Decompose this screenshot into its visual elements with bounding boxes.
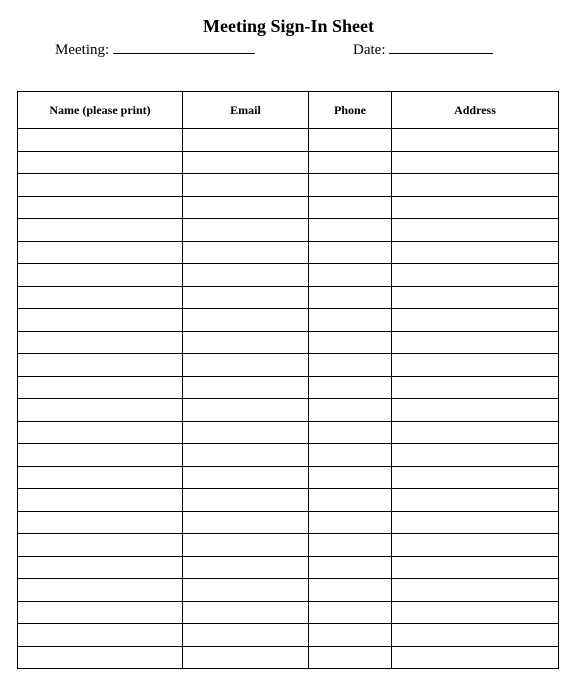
phone-cell[interactable] — [309, 399, 392, 422]
address-cell[interactable] — [392, 129, 559, 152]
phone-cell[interactable] — [309, 601, 392, 624]
name-cell[interactable] — [18, 196, 183, 219]
name-cell[interactable] — [18, 421, 183, 444]
date-field — [353, 41, 493, 59]
name-cell[interactable] — [18, 219, 183, 242]
phone-cell[interactable] — [309, 489, 392, 512]
sign-in-table — [17, 91, 559, 669]
address-cell[interactable] — [392, 354, 559, 377]
name-cell[interactable] — [18, 646, 183, 669]
address-cell[interactable] — [392, 309, 559, 332]
table-row — [18, 174, 559, 197]
email-cell[interactable] — [183, 489, 309, 512]
name-cell[interactable] — [18, 241, 183, 264]
table-row — [18, 646, 559, 669]
phone-cell[interactable] — [309, 331, 392, 354]
table-row — [18, 354, 559, 377]
name-cell[interactable] — [18, 624, 183, 647]
column-header-phone: Phone — [309, 92, 392, 129]
table-row — [18, 421, 559, 444]
address-cell[interactable] — [392, 489, 559, 512]
name-cell[interactable] — [18, 354, 183, 377]
address-cell[interactable] — [392, 624, 559, 647]
column-header-name: Name (please print) — [18, 92, 183, 129]
phone-cell[interactable] — [309, 129, 392, 152]
table-row — [18, 556, 559, 579]
email-cell[interactable] — [183, 444, 309, 467]
phone-cell[interactable] — [309, 646, 392, 669]
phone-cell[interactable] — [309, 534, 392, 557]
email-cell[interactable] — [183, 331, 309, 354]
table-header-row — [18, 92, 559, 129]
email-cell[interactable] — [183, 286, 309, 309]
address-cell[interactable] — [392, 151, 559, 174]
address-cell[interactable] — [392, 196, 559, 219]
address-cell[interactable] — [392, 399, 559, 422]
phone-cell[interactable] — [309, 151, 392, 174]
table-row — [18, 241, 559, 264]
table-row — [18, 376, 559, 399]
address-cell[interactable] — [392, 444, 559, 467]
email-cell[interactable] — [183, 421, 309, 444]
email-cell[interactable] — [183, 129, 309, 152]
table-row — [18, 579, 559, 602]
name-cell[interactable] — [18, 466, 183, 489]
email-cell[interactable] — [183, 354, 309, 377]
name-cell[interactable] — [18, 264, 183, 287]
email-cell[interactable] — [183, 399, 309, 422]
phone-cell[interactable] — [309, 286, 392, 309]
column-header-address: Address — [392, 92, 559, 129]
table-row — [18, 331, 559, 354]
page-title: Meeting Sign-In Sheet — [203, 16, 374, 36]
name-cell[interactable] — [18, 376, 183, 399]
name-cell[interactable] — [18, 601, 183, 624]
name-cell[interactable] — [18, 151, 183, 174]
phone-cell[interactable] — [309, 579, 392, 602]
table-row — [18, 624, 559, 647]
email-cell[interactable] — [183, 196, 309, 219]
name-cell[interactable] — [18, 444, 183, 467]
phone-cell[interactable] — [309, 624, 392, 647]
meeting-field — [55, 41, 255, 59]
table-row — [18, 466, 559, 489]
table-row — [18, 219, 559, 242]
name-cell[interactable] — [18, 129, 183, 152]
phone-cell[interactable] — [309, 511, 392, 534]
phone-cell[interactable] — [309, 196, 392, 219]
phone-cell[interactable] — [309, 466, 392, 489]
email-cell[interactable] — [183, 241, 309, 264]
table-body — [18, 129, 559, 669]
phone-cell[interactable] — [309, 444, 392, 467]
name-cell[interactable] — [18, 399, 183, 422]
email-cell[interactable] — [183, 601, 309, 624]
meeting-blank-line[interactable] — [113, 41, 255, 54]
address-cell[interactable] — [392, 376, 559, 399]
email-cell[interactable] — [183, 579, 309, 602]
phone-cell[interactable] — [309, 264, 392, 287]
email-cell[interactable] — [183, 264, 309, 287]
phone-cell[interactable] — [309, 241, 392, 264]
phone-cell[interactable] — [309, 309, 392, 332]
email-cell[interactable] — [183, 534, 309, 557]
address-cell[interactable] — [392, 534, 559, 557]
column-header-email: Email — [183, 92, 309, 129]
table-row — [18, 399, 559, 422]
table-row — [18, 511, 559, 534]
phone-cell[interactable] — [309, 421, 392, 444]
email-cell[interactable] — [183, 556, 309, 579]
date-blank-line[interactable] — [389, 41, 493, 54]
address-cell[interactable] — [392, 174, 559, 197]
email-cell[interactable] — [183, 466, 309, 489]
phone-cell[interactable] — [309, 556, 392, 579]
email-cell[interactable] — [183, 151, 309, 174]
date-label: Date: — [353, 42, 386, 58]
address-cell[interactable] — [392, 511, 559, 534]
table-row — [18, 534, 559, 557]
phone-cell[interactable] — [309, 219, 392, 242]
name-cell[interactable] — [18, 286, 183, 309]
name-cell[interactable] — [18, 309, 183, 332]
address-cell[interactable] — [392, 646, 559, 669]
email-cell[interactable] — [183, 309, 309, 332]
email-cell[interactable] — [183, 219, 309, 242]
address-cell[interactable] — [392, 556, 559, 579]
address-cell[interactable] — [392, 219, 559, 242]
name-cell[interactable] — [18, 511, 183, 534]
address-cell[interactable] — [392, 601, 559, 624]
email-cell[interactable] — [183, 511, 309, 534]
meeting-label: Meeting: — [55, 42, 110, 58]
address-cell[interactable] — [392, 579, 559, 602]
table-row — [18, 489, 559, 512]
name-cell[interactable] — [18, 331, 183, 354]
table-row — [18, 264, 559, 287]
email-cell[interactable] — [183, 646, 309, 669]
address-cell[interactable] — [392, 264, 559, 287]
name-cell[interactable] — [18, 174, 183, 197]
email-cell[interactable] — [183, 174, 309, 197]
address-cell[interactable] — [392, 466, 559, 489]
name-cell[interactable] — [18, 556, 183, 579]
name-cell[interactable] — [18, 579, 183, 602]
table-row — [18, 196, 559, 219]
table-row — [18, 444, 559, 467]
table-row — [18, 151, 559, 174]
phone-cell[interactable] — [309, 174, 392, 197]
email-cell[interactable] — [183, 376, 309, 399]
table-row — [18, 601, 559, 624]
table-row — [18, 129, 559, 152]
address-cell[interactable] — [392, 331, 559, 354]
email-cell[interactable] — [183, 624, 309, 647]
phone-cell[interactable] — [309, 376, 392, 399]
address-cell[interactable] — [392, 241, 559, 264]
address-cell[interactable] — [392, 286, 559, 309]
address-cell[interactable] — [392, 421, 559, 444]
phone-cell[interactable] — [309, 354, 392, 377]
table-row — [18, 286, 559, 309]
name-cell[interactable] — [18, 534, 183, 557]
table-row — [18, 309, 559, 332]
name-cell[interactable] — [18, 489, 183, 512]
